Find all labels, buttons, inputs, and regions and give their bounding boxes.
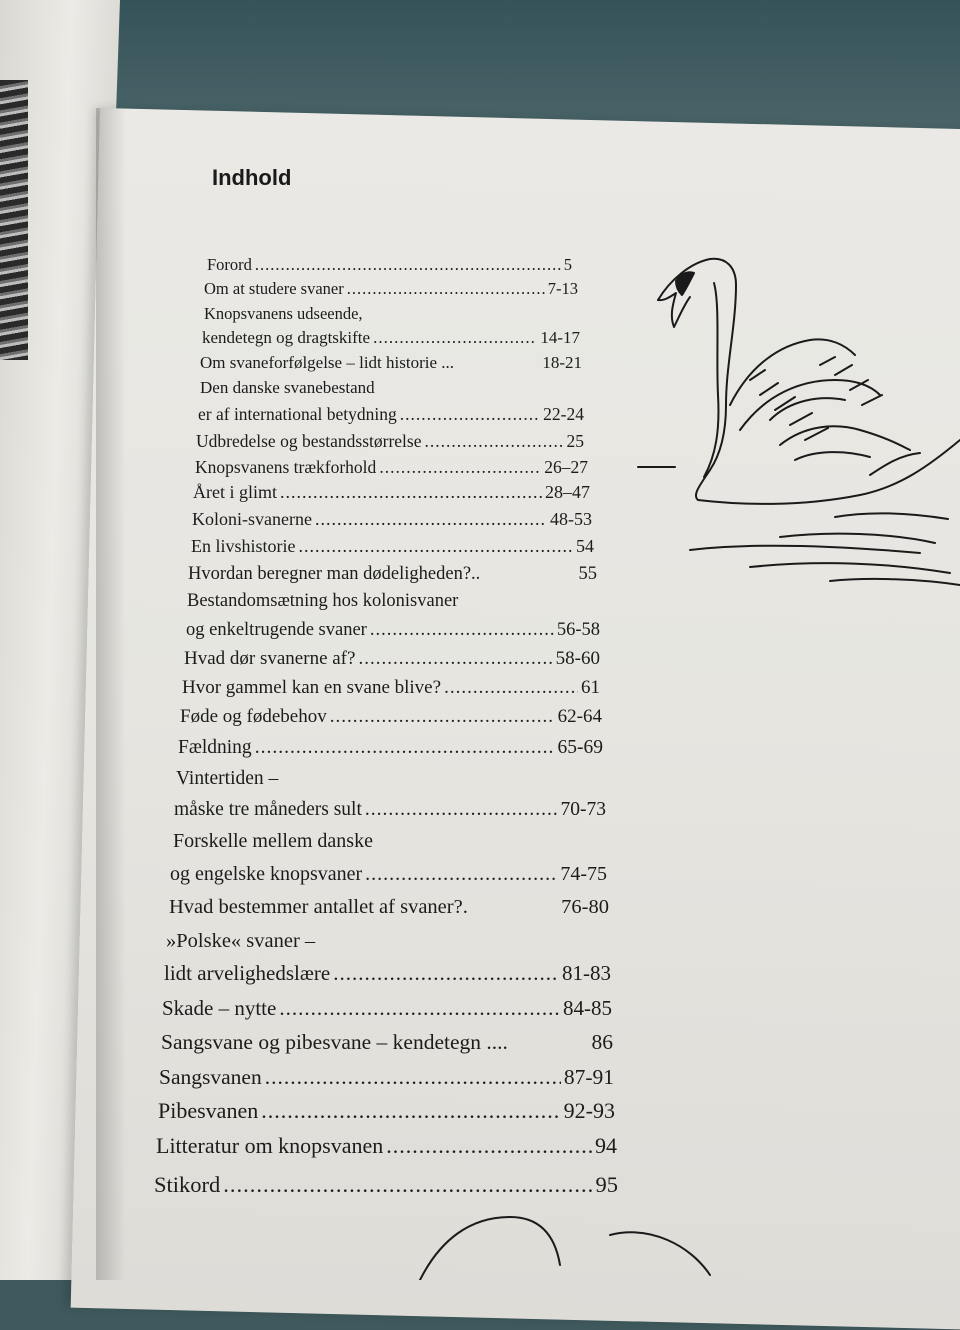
toc-entry-label: Udbredelse og bestandsstørrelse (196, 430, 422, 451)
toc-entry (186, 620, 600, 641)
leader-dots (365, 799, 558, 821)
toc-entry (162, 996, 612, 1021)
toc-entry (161, 1030, 613, 1055)
swan-illustration (630, 245, 960, 590)
leader-dots (315, 509, 547, 530)
leader-dots (370, 620, 554, 641)
toc-entry (180, 706, 602, 728)
toc-entry-label: En livshistorie (191, 536, 296, 556)
toc-entry-page: 65-69 (557, 736, 603, 758)
toc-entry-label: Skade – nytte (162, 996, 277, 1020)
toc-entry-label: Om at studere svaner (204, 278, 344, 298)
toc-entry-label: måske tre måneders sult (174, 798, 362, 820)
toc-entry-page: 61 (581, 677, 600, 698)
toc-entry-label: Forskelle mellem danske (173, 830, 373, 852)
toc-entry-label: er af international betydning (198, 403, 397, 424)
leader-dots (444, 677, 578, 699)
toc-entry-page: 74-75 (560, 863, 607, 885)
toc-entry-label: Knopsvanens trækforhold (195, 456, 377, 477)
toc-entry (192, 509, 592, 530)
toc-entry-label: kendetegn og dragtskifte (202, 328, 371, 347)
toc-entry-label: Litteratur om knopsvanen (156, 1133, 384, 1158)
leader-dots (379, 457, 541, 478)
toc-entry (164, 961, 611, 986)
leader-dots (223, 1172, 592, 1198)
toc-entry (158, 1098, 615, 1124)
toc-entry-label: »Polske« svaner – (166, 929, 316, 952)
toc-entry-label: Vintertiden – (176, 767, 279, 789)
toc-entry-page: 62-64 (557, 706, 602, 727)
toc-entry-label: Hvor gammel kan en svane blive? (182, 677, 442, 698)
swan-outline-illustration (410, 1205, 730, 1280)
toc-entry-page: 95 (595, 1171, 618, 1197)
leader-dots (333, 961, 559, 986)
toc-entry-label: Pibesvanen (158, 1098, 259, 1123)
toc-entry (170, 863, 607, 886)
toc-entry (195, 457, 588, 478)
leader-dots (425, 431, 564, 452)
toc-entry (204, 304, 363, 324)
toc-entry-page: 58-60 (555, 648, 600, 669)
toc-entry (156, 1133, 617, 1159)
toc-entry (202, 328, 580, 348)
toc-entry (191, 536, 594, 557)
toc-entry (169, 896, 609, 919)
toc-entry-label: Hvordan beregner man dødeligheden?.. (188, 563, 481, 584)
toc-entry-page: 26–27 (544, 456, 588, 477)
toc-entry-label: Føde og fødebehov (180, 706, 327, 727)
leader-dots (400, 404, 540, 425)
toc-entry-page: 28–47 (545, 482, 590, 502)
toc-entry (198, 404, 584, 425)
toc-entry-page: 87-91 (563, 1064, 614, 1089)
toc-entry-label: Den danske svanebestand (200, 378, 375, 397)
toc-entry (174, 799, 606, 821)
toc-entry-page: 54 (576, 536, 594, 556)
leader-dots (347, 279, 545, 299)
toc-entry-label: Bestandomsætning hos kolonisvaner (187, 590, 459, 611)
toc-entry-page: 18-21 (542, 353, 582, 372)
toc-entry-page: 94 (595, 1133, 617, 1158)
toc-entry-label: Forord (207, 254, 252, 274)
toc-entry-label: og engelske knopsvaner (170, 863, 363, 885)
toc-entry-page: 81-83 (562, 961, 611, 985)
toc-entry (200, 353, 582, 373)
toc-entry-page: 76-80 (561, 895, 609, 918)
toc-entry (188, 564, 597, 585)
toc-entry-page: 84-85 (563, 996, 612, 1020)
toc-entry (173, 830, 373, 853)
toc-entry-label: og enkeltrugende svaner (186, 619, 367, 640)
toc-entry-label: Fældning (178, 736, 252, 758)
leader-dots (261, 1098, 560, 1124)
toc-entry-label: Sangsvanen (159, 1064, 262, 1089)
toc-entry-label: Knopsvanens udseende, (204, 303, 363, 323)
leader-dots (279, 996, 560, 1021)
leader-dots (280, 482, 542, 503)
toc-entry-label: Koloni-svanerne (192, 509, 312, 529)
leader-dots (386, 1133, 592, 1159)
toc-entry (159, 1065, 614, 1090)
toc-entry-label: Hvad bestemmer antallet af svaner?. (169, 895, 468, 918)
toc-entry (204, 279, 578, 299)
toc-entry (193, 482, 590, 503)
toc-entry (187, 591, 458, 612)
toc-entry (176, 768, 278, 790)
toc-entry (178, 737, 603, 759)
toc-entry-label: Stikord (154, 1171, 221, 1197)
toc-entry (154, 1172, 618, 1198)
page-title: Indhold (212, 165, 292, 190)
toc-entry-page: 14-17 (540, 328, 580, 347)
toc-entry-page: 7-13 (547, 278, 578, 298)
toc-entry-label: Hvad dør svanerne af? (184, 648, 356, 669)
toc-entry-label: lidt arvelighedslære (164, 961, 331, 985)
toc-entry (184, 648, 600, 670)
toc-entry (200, 378, 375, 398)
toc-entry-page: 92-93 (563, 1098, 615, 1123)
toc-entry-page: 22-24 (543, 403, 584, 424)
toc-entry-page: 5 (563, 254, 572, 274)
toc-entry-page: 56-58 (556, 619, 600, 640)
toc-entry-label: Om svaneforfølgelse – lidt historie ... (200, 353, 455, 372)
leader-dots (358, 648, 552, 670)
toc-entry (207, 255, 572, 275)
leader-dots (299, 536, 574, 557)
toc-entry-page: 48-53 (550, 509, 592, 529)
toc-entry (196, 431, 584, 452)
leader-dots (255, 737, 555, 759)
leader-dots (330, 706, 555, 728)
leader-dots (265, 1065, 561, 1090)
toc-entry-label: Sangsvane og pibesvane – kendetegn .... (161, 1029, 508, 1054)
toc-entry-page: 25 (566, 430, 584, 451)
toc-entry-page: 86 (591, 1029, 613, 1054)
leader-dots (255, 255, 561, 275)
leader-dots (373, 328, 537, 348)
toc-entry-page: 70-73 (560, 798, 606, 820)
toc-entry (182, 677, 600, 699)
toc-entry (166, 930, 315, 953)
toc-entry-page: 55 (578, 563, 597, 584)
toc-entry-label: Året i glimt (193, 482, 277, 502)
leader-dots (365, 863, 557, 886)
